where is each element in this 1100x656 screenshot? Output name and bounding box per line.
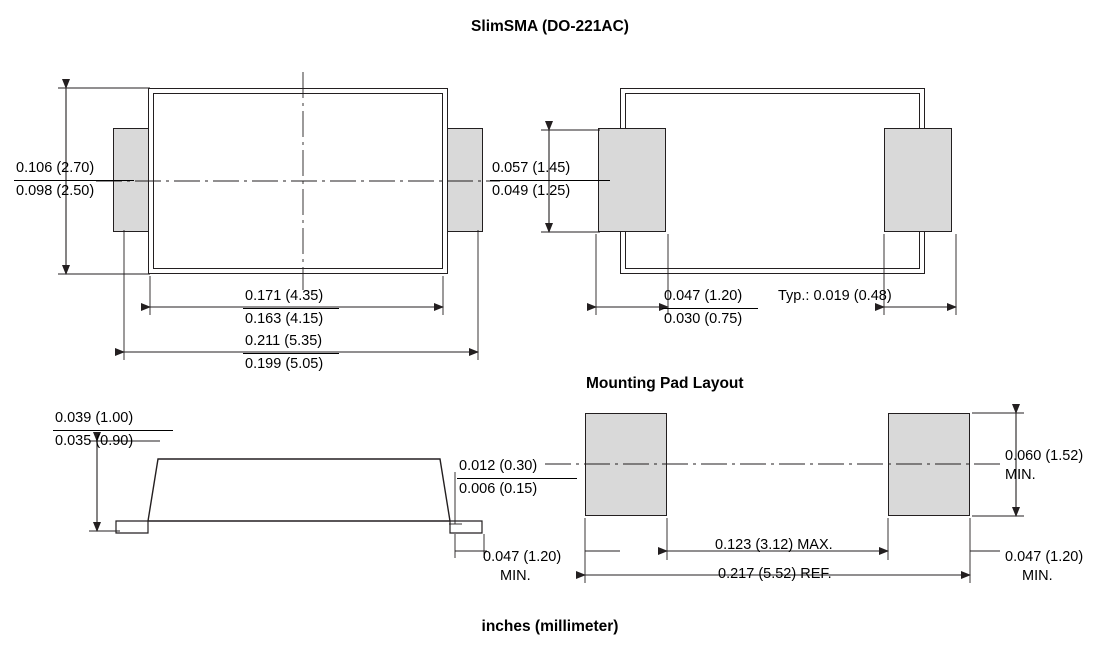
- foot-length-label: 0.047 (1.20): [483, 549, 562, 565]
- top-height-rule: [14, 180, 134, 181]
- units-note: inches (millimeter): [481, 618, 619, 635]
- foot-thickness-max-label: 0.012 (0.30): [459, 458, 538, 474]
- foot-length-qualifier: MIN.: [500, 568, 531, 584]
- mounting-pad-layout-title: Mounting Pad Layout: [586, 375, 744, 392]
- end-lead-rule: [662, 308, 758, 309]
- end-height-min-label: 0.049 (1.25): [492, 183, 571, 199]
- top-view-right-lead: [443, 128, 483, 232]
- total-length-rule: [243, 353, 339, 354]
- pad-left: [585, 413, 667, 516]
- pad-right-width-qualifier: MIN.: [1022, 568, 1053, 584]
- foot-thickness-min-label: 0.006 (0.15): [459, 481, 538, 497]
- end-lead-min-label: 0.030 (0.75): [664, 311, 743, 327]
- pad-gap-label: 0.123 (3.12) MAX.: [715, 537, 833, 553]
- pad-right: [888, 413, 970, 516]
- body-length-max-label: 0.171 (4.35): [245, 288, 324, 304]
- total-length-min-label: 0.199 (5.05): [245, 356, 324, 372]
- end-height-max-label: 0.057 (1.45): [492, 160, 571, 176]
- page-title: SlimSMA (DO-221AC): [471, 18, 629, 35]
- end-typ-label: Typ.: 0.019 (0.48): [778, 288, 892, 304]
- side-thickness-rule: [53, 430, 173, 431]
- end-view-body-inner: [625, 93, 920, 269]
- top-height-min-label: 0.098 (2.50): [16, 183, 95, 199]
- side-thickness-max-label: 0.039 (1.00): [55, 410, 134, 426]
- end-height-rule: [490, 180, 610, 181]
- pad-right-width-label: 0.047 (1.20): [1005, 549, 1084, 565]
- top-height-max-label: 0.106 (2.70): [16, 160, 95, 176]
- pad-height-qualifier: MIN.: [1005, 467, 1036, 483]
- end-lead-max-label: 0.047 (1.20): [664, 288, 743, 304]
- body-length-min-label: 0.163 (4.15): [245, 311, 324, 327]
- pad-span-label: 0.217 (5.52) REF.: [718, 566, 832, 582]
- end-view-right-pad: [884, 128, 952, 232]
- side-thickness-min-label: 0.035 (0.90): [55, 433, 134, 449]
- pad-height-label: 0.060 (1.52): [1005, 448, 1084, 464]
- body-length-rule: [243, 308, 339, 309]
- foot-thickness-rule: [457, 478, 577, 479]
- total-length-max-label: 0.211 (5.35): [245, 333, 323, 349]
- top-view-body-inner: [153, 93, 443, 269]
